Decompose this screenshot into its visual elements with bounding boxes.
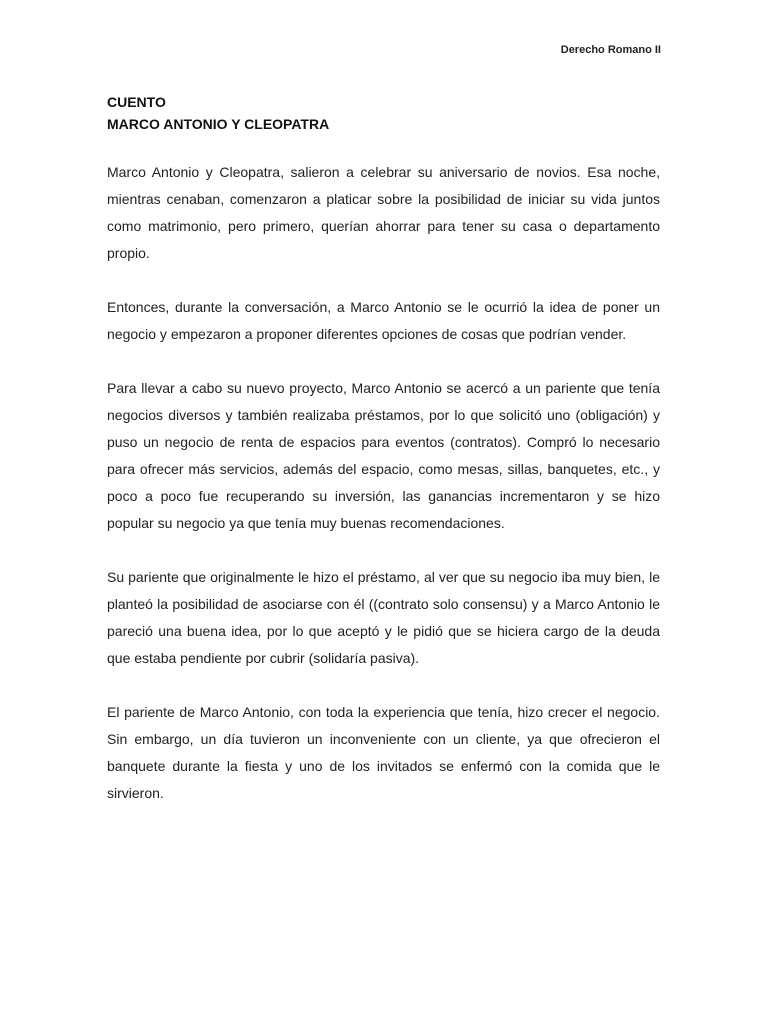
paragraph-3: Para llevar a cabo su nuevo proyecto, Marco Antonio se acercó a un pariente que tenía negocios diversos y también realizaba préstamos, por lo que solicitó uno (obligación) y puso un negocio de renta de espacios para eventos (contratos). Compró lo necesario para ofrecer más servicios, además del espacio, como mesas, sillas, banquetes, etc., y poco a poco fue recuperando su inversión, las ganancias incrementaron y se hizo popular su negocio ya que tenía muy buenas recomendaciones. <box>107 380 660 531</box>
paragraph-5: El pariente de Marco Antonio, con toda la experiencia que tenía, hizo crecer el negocio. Sin embargo, un día tuvieron un inconveniente con un cliente, ya que ofrecieron el banquete durante la fiesta y uno de los invitados se enfermó con la comida que le sirvieron. <box>107 704 660 801</box>
document-body <box>107 91 660 834</box>
running-header: Derecho Romano II <box>560 44 661 56</box>
title-block <box>107 91 660 135</box>
document-genre: CUENTO <box>107 94 166 110</box>
paragraph-4: Su pariente que originalmente le hizo el préstamo, al ver que su negocio iba muy bien, le planteó la posibilidad de asociarse con él ((contrato solo consensu) y a Marco Antonio le pareció una buena idea, por lo que aceptó y le pidió que se hiciera cargo de la deuda que estaba pendiente por cubrir (solidaría pasiva). <box>107 569 660 666</box>
document-title: MARCO ANTONIO Y CLEOPATRA <box>107 116 330 132</box>
paragraph-2: Entonces, durante la conversación, a Marco Antonio se le ocurrió la idea de poner un negocio y empezaron a proponer diferentes opciones de cosas que podrían vender. <box>107 299 660 342</box>
paragraph-1: Marco Antonio y Cleopatra, salieron a celebrar su aniversario de novios. Esa noche, mientras cenaban, comenzaron a platicar sobre la posibilidad de iniciar su vida juntos como matrimonio, pero primero, querían ahorrar para tener su casa o departamento propio. <box>107 164 660 261</box>
